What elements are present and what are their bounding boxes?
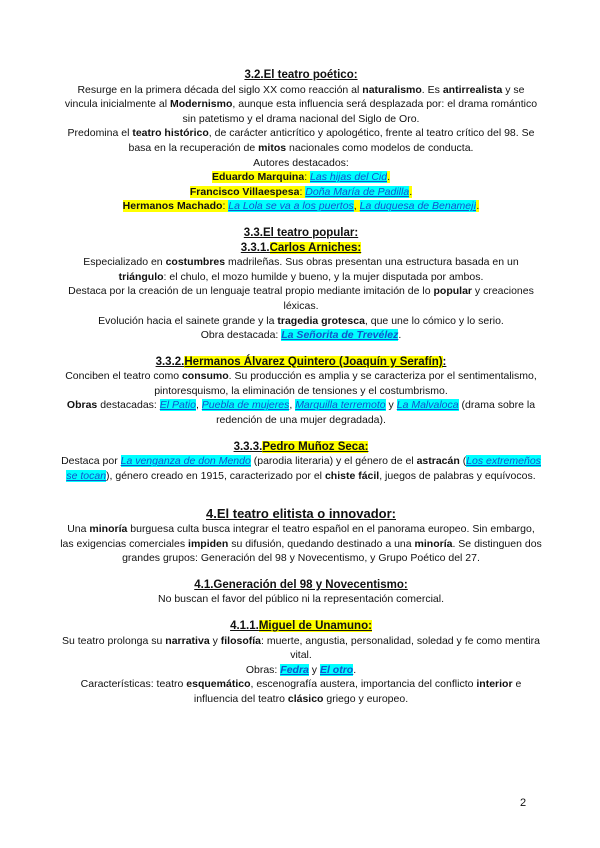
text: y	[209, 634, 221, 647]
text: : muerte, angustia, personalidad, soledad y fe como mentira vital.	[261, 634, 541, 662]
text: .	[409, 185, 413, 198]
work-link[interactable]: Doña María de Padilla	[305, 185, 410, 198]
paragraph-arniches-2	[60, 284, 542, 313]
obras-unamuno	[60, 663, 542, 678]
text: burguesa culta busca integrar el teatro español en el panorama europeo. Sin embargo, las exigencias comerciales	[60, 523, 535, 550]
text: ,	[353, 200, 360, 213]
autor-villaespesa	[60, 185, 542, 200]
text: :	[299, 185, 306, 198]
text: : el chulo, el mozo humilde y bueno, y la mujer disputada por ambos.	[163, 270, 484, 283]
paragraph-generacion-98: No buscan el favor del público ni la representación comercial.	[158, 593, 444, 606]
section-heading-3-2	[60, 68, 542, 83]
text: Obra destacada:	[200, 329, 282, 342]
work-link[interactable]: La Señorita de Trevélez	[281, 329, 399, 342]
text: . Su producción es amplia y se caracteriza por el sentimentalismo, pintoresquismo, la eliminación de tensiones y el costumbrismo.	[154, 370, 537, 397]
text: :	[304, 171, 311, 184]
text: . Es	[421, 83, 443, 96]
text: Su teatro prolonga su	[61, 634, 166, 647]
heading-number: 3.3.1.	[240, 241, 270, 254]
bold-term: chiste fácil	[324, 469, 380, 482]
autor-machado	[60, 199, 542, 214]
text: , juegos de palabras y equívocos.	[379, 469, 536, 482]
heading-title: Hermanos Álvarez Quintero (Joaquín y Serafín)	[184, 355, 443, 368]
text: Características: teatro	[80, 678, 187, 691]
bold-term: minoría	[89, 523, 128, 536]
bold-term: esquemático	[186, 678, 251, 691]
paragraph-3-2-intro	[60, 83, 542, 127]
bold-term: astracán	[416, 455, 460, 468]
text: y se vincula inicialmente al	[64, 83, 525, 111]
heading-title: El teatro popular:	[262, 226, 359, 239]
paragraph-3-2-historic	[60, 126, 542, 155]
paragraph-arniches-1	[60, 255, 542, 284]
text: griego y europeo.	[323, 692, 409, 705]
bold-term: minoría	[414, 537, 453, 550]
bold-term: mitos	[258, 141, 287, 154]
bold-term: tragedia grotesca	[277, 314, 365, 327]
obras-quintero: Obras destacadas: El Patio, Puebla de mujeres, Marquilla terremoto y La Malvaloca (drama sobre la redención de una mujer degradada).	[66, 399, 536, 427]
bold-term: interior	[476, 678, 513, 691]
work-link[interactable]: El otro	[319, 663, 354, 676]
heading-number: 3.3.3.	[233, 440, 263, 453]
heading-number: 3.2.	[244, 69, 264, 81]
text: .	[353, 663, 357, 676]
bold-term: narrativa	[165, 634, 210, 647]
bold-term: triángulo	[118, 270, 164, 283]
paragraph-unamuno-2	[60, 677, 542, 706]
bold-term: Modernismo	[169, 98, 233, 111]
section-heading-3-3-1	[60, 241, 542, 256]
text: su difusión, quedando destinado a una	[228, 537, 415, 550]
work-link[interactable]: Las hijas del Cid	[310, 171, 388, 184]
text: Obras:	[245, 663, 281, 676]
text: e influencia del teatro	[193, 678, 522, 705]
bold-term: popular	[433, 285, 472, 298]
work-link[interactable]: Fedra	[280, 663, 309, 676]
author-name: Eduardo Marquina	[212, 171, 305, 184]
text: Especializado en	[83, 256, 166, 269]
work-link[interactable]: Puebla de mujeres	[201, 399, 290, 412]
work-link[interactable]: La venganza de don Mendo	[120, 455, 251, 468]
text: y creaciones léxicas.	[283, 285, 534, 312]
paragraph-arniches-3	[60, 314, 542, 329]
work-link[interactable]: Marquilla terremoto	[295, 399, 386, 412]
text: .	[387, 171, 390, 184]
text: (drama sobre la redención de una mujer degradada).	[216, 399, 536, 427]
section-heading-4-1: 4.1.Generación del 98 y Novecentismo:	[194, 578, 408, 591]
text: , de carácter anticrítico y apologético, frente al teatro crítico del 98. Se basa en la recuperación de	[128, 127, 535, 154]
paragraph-quintero	[60, 369, 542, 398]
text: Una	[67, 523, 90, 536]
text: , aunque esta influencia será desplazada por: el drama romántico sin patetismo y el drama nacional del Siglo de Oro.	[182, 98, 538, 125]
text: Conciben el teatro como	[65, 370, 182, 383]
heading-title: Pedro Muñoz Seca:	[262, 440, 369, 453]
section-heading-4-1-1	[60, 619, 542, 634]
text: ), género creado en 1915, caracterizado por el	[106, 469, 325, 482]
text: Resurge en la primera década del siglo XX como reacción al	[77, 83, 363, 96]
heading-number: 3.3.	[243, 226, 263, 239]
bold-term: filosofía	[220, 634, 262, 647]
paragraph-unamuno-1	[60, 634, 542, 663]
text: , escenografía austera, importancia del conflicto	[250, 678, 477, 691]
text: .	[398, 329, 402, 342]
work-link[interactable]: La Lola se va a los puertos	[228, 200, 354, 213]
paragraph-munoz-seca	[60, 454, 542, 483]
author-name: Francisco Villaespesa	[189, 185, 300, 198]
text: destacadas:	[97, 399, 160, 412]
text: :	[222, 200, 229, 213]
work-link[interactable]: La Malvaloca	[396, 399, 459, 412]
page-number: 2	[520, 797, 527, 809]
text: nacionales como modelos de conducta.	[286, 141, 474, 154]
heading-title: El teatro poético:	[263, 69, 358, 81]
text: . Se distinguen dos grandes grupos: Generación del 98 y Novecentismo, y Grupo Poético del 27.	[122, 537, 542, 565]
text: Evolución hacia el sainete grande y la	[98, 314, 278, 327]
autores-label: Autores destacados:	[253, 156, 349, 169]
work-link[interactable]: El Patio	[159, 399, 196, 412]
section-heading-3-3-3	[60, 440, 542, 455]
autor-marquina	[60, 170, 542, 185]
heading-number: 3.3.2.	[155, 355, 185, 368]
text: , que une lo cómico y lo serio.	[364, 314, 504, 327]
text: Predomina el	[67, 127, 133, 140]
bold-term: naturalismo	[362, 83, 422, 96]
heading-title: Miguel de Unamuno:	[258, 620, 372, 632]
bold-term: clásico	[287, 692, 324, 705]
section-heading-4: 4.El teatro elitista o innovador:	[206, 506, 396, 522]
text: madrileñas. Sus obras presentan una estructura basada en un	[225, 256, 519, 269]
work-link[interactable]: Los extremeños se tocan	[66, 455, 541, 482]
section-heading-3-3-2	[60, 355, 542, 370]
section-heading-3-3	[60, 226, 542, 241]
author-name: Hermanos Machado	[122, 200, 223, 213]
text: (parodia literaria) y el género de el	[250, 455, 417, 468]
bold-term: costumbres	[165, 256, 226, 269]
text: :	[442, 355, 447, 368]
document-page	[60, 68, 542, 707]
paragraph-elitista	[60, 522, 542, 566]
heading-title: Carlos Arniches:	[269, 241, 362, 254]
obra-destacada-arniches	[60, 328, 542, 343]
bold-term: teatro histórico	[132, 127, 209, 140]
text: y	[308, 663, 320, 676]
heading-number: 4.1.1.	[230, 620, 259, 632]
bold-term: antirrealista	[442, 83, 503, 96]
work-link[interactable]: La duquesa de Benamejí	[359, 200, 477, 213]
bold-term: consumo	[181, 370, 229, 383]
bold-term: Obras	[66, 399, 98, 412]
text: .	[476, 200, 480, 213]
text: Destaca por la creación de un lenguaje teatral propio mediante imitación de lo	[68, 285, 434, 298]
text: Destaca por	[61, 455, 121, 468]
text: (	[459, 455, 467, 468]
bold-term: impiden	[188, 537, 229, 550]
